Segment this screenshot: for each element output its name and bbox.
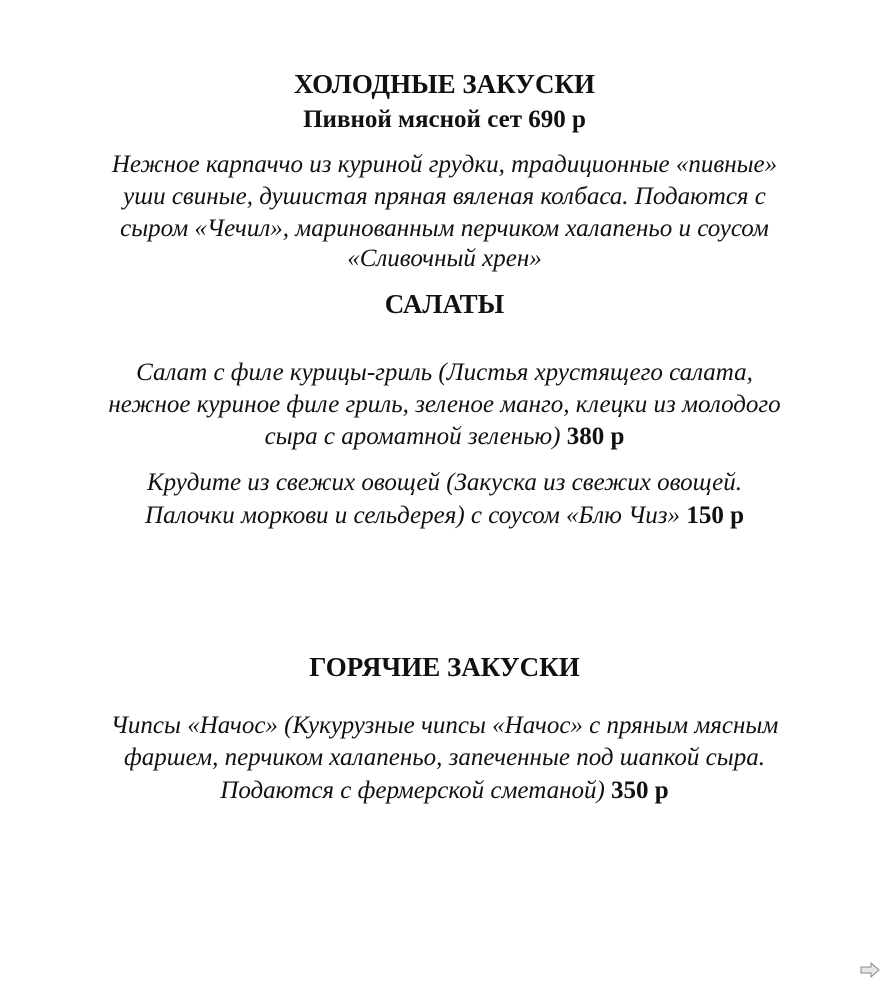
- menu-item-description-line: уши свиные, душистая пряная вяленая колбаса. Подаются с: [123, 183, 766, 210]
- menu-item-price: 380 р: [566, 423, 625, 450]
- menu-item-description-line: Нежное карпаччо из куриной грудки, традиционные «пивные»: [111, 151, 778, 178]
- section-heading-cold-appetizers: ХОЛОДНЫЕ ЗАКУСКИ: [293, 69, 596, 99]
- menu-item-description-line: Чипсы «Начос» (Кукурузные чипсы «Начос» с пряным мясным: [110, 712, 779, 739]
- section-heading-hot-appetizers: ГОРЯЧИЕ ЗАКУСКИ: [309, 652, 580, 682]
- menu-item-description-line: «Сливочный хрен»: [347, 245, 542, 272]
- menu-item-description-with-price: [0, 775, 889, 807]
- menu-item-description-line: фаршем, перчиком халапеньо, запеченные под шапкой сыра.: [124, 744, 765, 771]
- menu-item-price: 150 р: [686, 502, 744, 529]
- menu-item-description-line: Салат с филе курицы-гриль (Листья хрустящего салата,: [136, 359, 753, 386]
- menu-item-description-line: нежное куриное филе гриль, зеленое манго, клецки из молодого: [108, 391, 781, 418]
- menu-item-description-text: Подаются с фермерской сметаной): [220, 777, 612, 804]
- menu-item-price: 350 р: [611, 777, 669, 804]
- section-heading-salads: САЛАТЫ: [384, 289, 505, 319]
- menu-item-description-line: сыром «Чечил», маринованным перчиком халапеньо и соусом: [120, 215, 769, 242]
- menu-item-description-text: Палочки моркови и сельдерея) с соусом «Блю Чиз»: [145, 502, 687, 529]
- menu-item-description-text: сыра с ароматной зеленью): [264, 423, 567, 450]
- menu-item-description-with-price: [0, 500, 889, 532]
- menu-item-description-with-price: [0, 421, 889, 453]
- menu-item-title-beer-meat-set: Пивной мясной сет 690 р: [303, 106, 586, 133]
- arrow-right-icon[interactable]: [860, 962, 880, 978]
- menu-item-description-line: Крудите из свежих овощей (Закуска из свежих овощей.: [146, 469, 743, 496]
